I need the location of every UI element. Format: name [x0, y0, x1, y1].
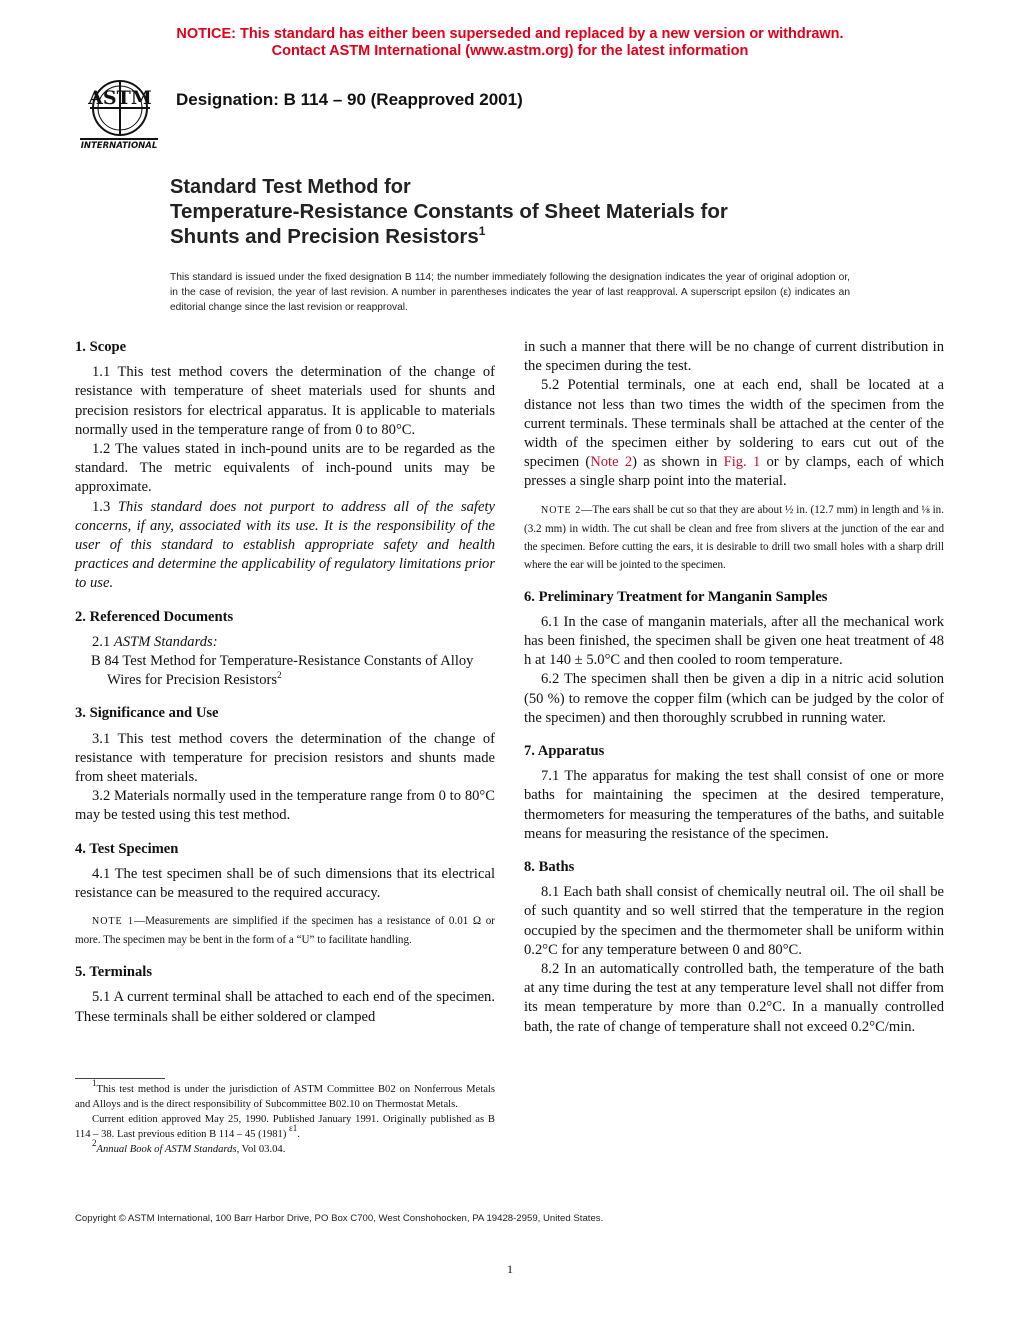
footnote-text: Current edition approved May 25, 1990. Published January 1991. Originally published as B 114 – 38. Last previous edition B 114 – 45 (1981) [75, 1114, 495, 1140]
epsilon-mark: ε1 [289, 1123, 298, 1133]
paragraph [524, 376, 944, 491]
paragraph-number: 1.3 [92, 498, 111, 515]
paragraph: 6.1 In the case of manganin materials, after all the mechanical work has been finished, the specimen shall be given one heat treatment of 48 h at 140 ± 5.0°C and then cooled to room temperature. [524, 613, 944, 669]
paragraph [75, 633, 495, 652]
note-label: NOTE 2 [541, 504, 582, 516]
title-line-2: Temperature-Resistance Constants of Sheet Materials for [170, 200, 728, 223]
footnote-2 [75, 1138, 495, 1157]
reference-text: B 84 Test Method for Temperature-Resistance Constants of Alloy Wires for Precision Resistors [91, 653, 474, 689]
logo-text: INTERNATIONAL [80, 141, 158, 150]
logo-letters: ASTM [88, 87, 152, 109]
note [75, 912, 495, 949]
paragraph-italic: ASTM Standards: [113, 633, 218, 650]
paragraph: 4.1 The test specimen shall be of such dimensions that its electrical resistance can be measured to the required accuracy. [75, 865, 495, 902]
footnote-mark: 2 [277, 670, 282, 681]
title-line-3-text: Shunts and Precision Resistors [170, 225, 479, 248]
paragraph: 3.2 Materials normally used in the temperature range from 0 to 80°C may be tested using this test method. [75, 788, 495, 824]
footnote-italic: Annual Book of ASTM Standards [96, 1144, 237, 1155]
title-footnote-mark: 1 [478, 224, 486, 238]
section-heading: 8. Baths [524, 859, 575, 876]
note [524, 501, 944, 574]
paragraph: 1.1 This test method covers the determination of the change of resistance with temperature of sheet materials used for shunts and precision resistors for electrical apparatus. It is applicable to materials normally used in the temperature range of from 0 to 80°C. [75, 364, 495, 438]
paragraph: 7.1 The apparatus for making the test shall consist of one or more baths for maintaining the specimen at the desired temperature, thermometers for measuring the temperatures of the baths, and suitable means for measuring the resistance of the specimen. [524, 768, 944, 842]
referenced-document [75, 652, 495, 690]
footnote-text: This test method is under the jurisdiction of ASTM Committee B02 on Nonferrous Metals and Alloys and is the direct responsibility of Subcommittee B02.10 on Thermostat Metals. [75, 1084, 495, 1110]
paragraph: 8.2 In an automatically controlled bath, the temperature of the bath at any time during the test at any temperature level shall not differ from its mean temperature by more than 0.2°C. In a manually controlled bath, the rate of change of temperature shall not exceed 0.2°C/min. [524, 961, 944, 1035]
paragraph: 5.1 A current terminal shall be attached to each end of the specimen. These terminals shall be either soldered or clamped [75, 989, 495, 1025]
footnote-1-continued: Current edition approved May 25, 1990. Published January 1991. Originally published as B 114 – 38. Last previous edition B 114 – 45 (1981) $^{\varepsilon 1}$. [75, 1114, 495, 1140]
astm-logo [78, 78, 160, 150]
footnotes [75, 1078, 495, 1157]
paragraph: 3.1 This test method covers the determination of the change of resistance with temperature for precision resistors and shunts made from sheet materials. [75, 730, 495, 786]
copyright: Copyright © ASTM International, 100 Barr Harbor Drive, PO Box C700, West Conshohocken, PA 19428-2959, United States. [75, 1213, 604, 1224]
left-column [75, 338, 495, 1027]
paragraph: 8.1 Each bath shall consist of chemically neutral oil. The oil shall be of such quantity and so well stirred that the temperature in the region occupied by the specimen and the thermometer shall be uniform within 0.2°C for any temperature between 0 and 80°C. [524, 884, 944, 958]
paragraph [75, 498, 495, 594]
note-label: NOTE 1 [92, 916, 134, 928]
page-number: 1 [507, 1262, 513, 1276]
paragraph-text: or by clamps, each of which presses a single sharp point into the material. [524, 454, 944, 490]
issued-statement: This standard is issued under the fixed designation B 114; the number immediately following the designation indicates the year of original adoption or, in the case of revision, the year of last revision. A number in parentheses indicates the year of last reapproval. A superscript epsilon (ε) indicates an editorial change since the last revision or reapproval. [170, 272, 850, 313]
paragraph: 1.2 The values stated in inch-pound units are to be regarded as the standard. The metric equivalents of inch-pound units may be approximate. [75, 441, 495, 496]
right-column [524, 338, 944, 1037]
document-title [170, 175, 890, 249]
footnote-mark: 2 [92, 1138, 97, 1148]
safety-statement: This standard does not purport to address all of the safety concerns, if any, associated with its use. It is the responsibility of the user of this standard to establish appropriate safety and health practices and determine the applicability of regulatory limitations prior to use. [75, 498, 495, 592]
note-text: —Measurements are simplified if the specimen has a resistance of 0.01 Ω or more. The specimen may be bent in the form of a “U” to facilitate handling. [75, 915, 495, 947]
section-heading: 2. Referenced Documents [75, 608, 234, 625]
footnote-1 [75, 1078, 495, 1112]
footnote-text: , Vol 03.04. [236, 1144, 286, 1155]
figure-1-link[interactable]: Fig. 1 [723, 454, 761, 471]
paragraph-continued: in such a manner that there will be no change of current distribution in the specimen during the test. [524, 339, 944, 375]
section-heading: 1. Scope [75, 339, 127, 355]
title-line-1: Standard Test Method for [170, 176, 411, 198]
section-heading: 4. Test Specimen [75, 840, 179, 857]
title-line-3 [170, 224, 890, 249]
paragraph-number: 2.1 [92, 633, 111, 650]
notice-line-2: Contact ASTM International (www.astm.org) for the latest information [271, 43, 749, 59]
section-heading: 7. Apparatus [524, 743, 605, 760]
withdrawal-notice [0, 26, 1020, 60]
notice-line-1: NOTICE: This standard has either been superseded and replaced by a new version or withdrawn. [176, 26, 844, 42]
section-heading: 6. Preliminary Treatment for Manganin Samples [524, 588, 828, 605]
section-heading: 3. Significance and Use [75, 705, 219, 722]
paragraph: 6.2 The specimen shall then be given a dip in a nitric acid solution (50 %) to remove the copper film (which can be judged by the color of the specimen) and then thoroughly scrubbed in running water. [524, 671, 944, 726]
note-text: —The ears shall be cut so that they are about ½ in. (12.7 mm) in length and ⅛ in. (3.2 mm) in width. The cut shall be clean and free from slivers at the junction of the ear and the specimen. Before cutting the ears, it is desirable to drill two small holes with a sharp drill where the ear will be jointed to the specimen. [524, 503, 944, 571]
section-heading: 5. Terminals [75, 964, 153, 981]
designation: Designation: B 114 – 90 (Reapproved 2001) [176, 90, 523, 109]
footnote-mark: 1 [92, 1078, 97, 1088]
footnote-rule [75, 1078, 165, 1079]
paragraph-text: 5.2 Potential terminals, one at each end, shall be located at a distance not less than two times the width of the specimen from the current terminals. These terminals shall be attached at the center of the width of the specimen either by soldering to ears cut out of the specimen ( [524, 377, 944, 471]
astm-logo-icon [78, 78, 160, 150]
note-2-link[interactable]: Note 2 [590, 454, 633, 471]
paragraph-text: ) as shown in [632, 454, 724, 471]
